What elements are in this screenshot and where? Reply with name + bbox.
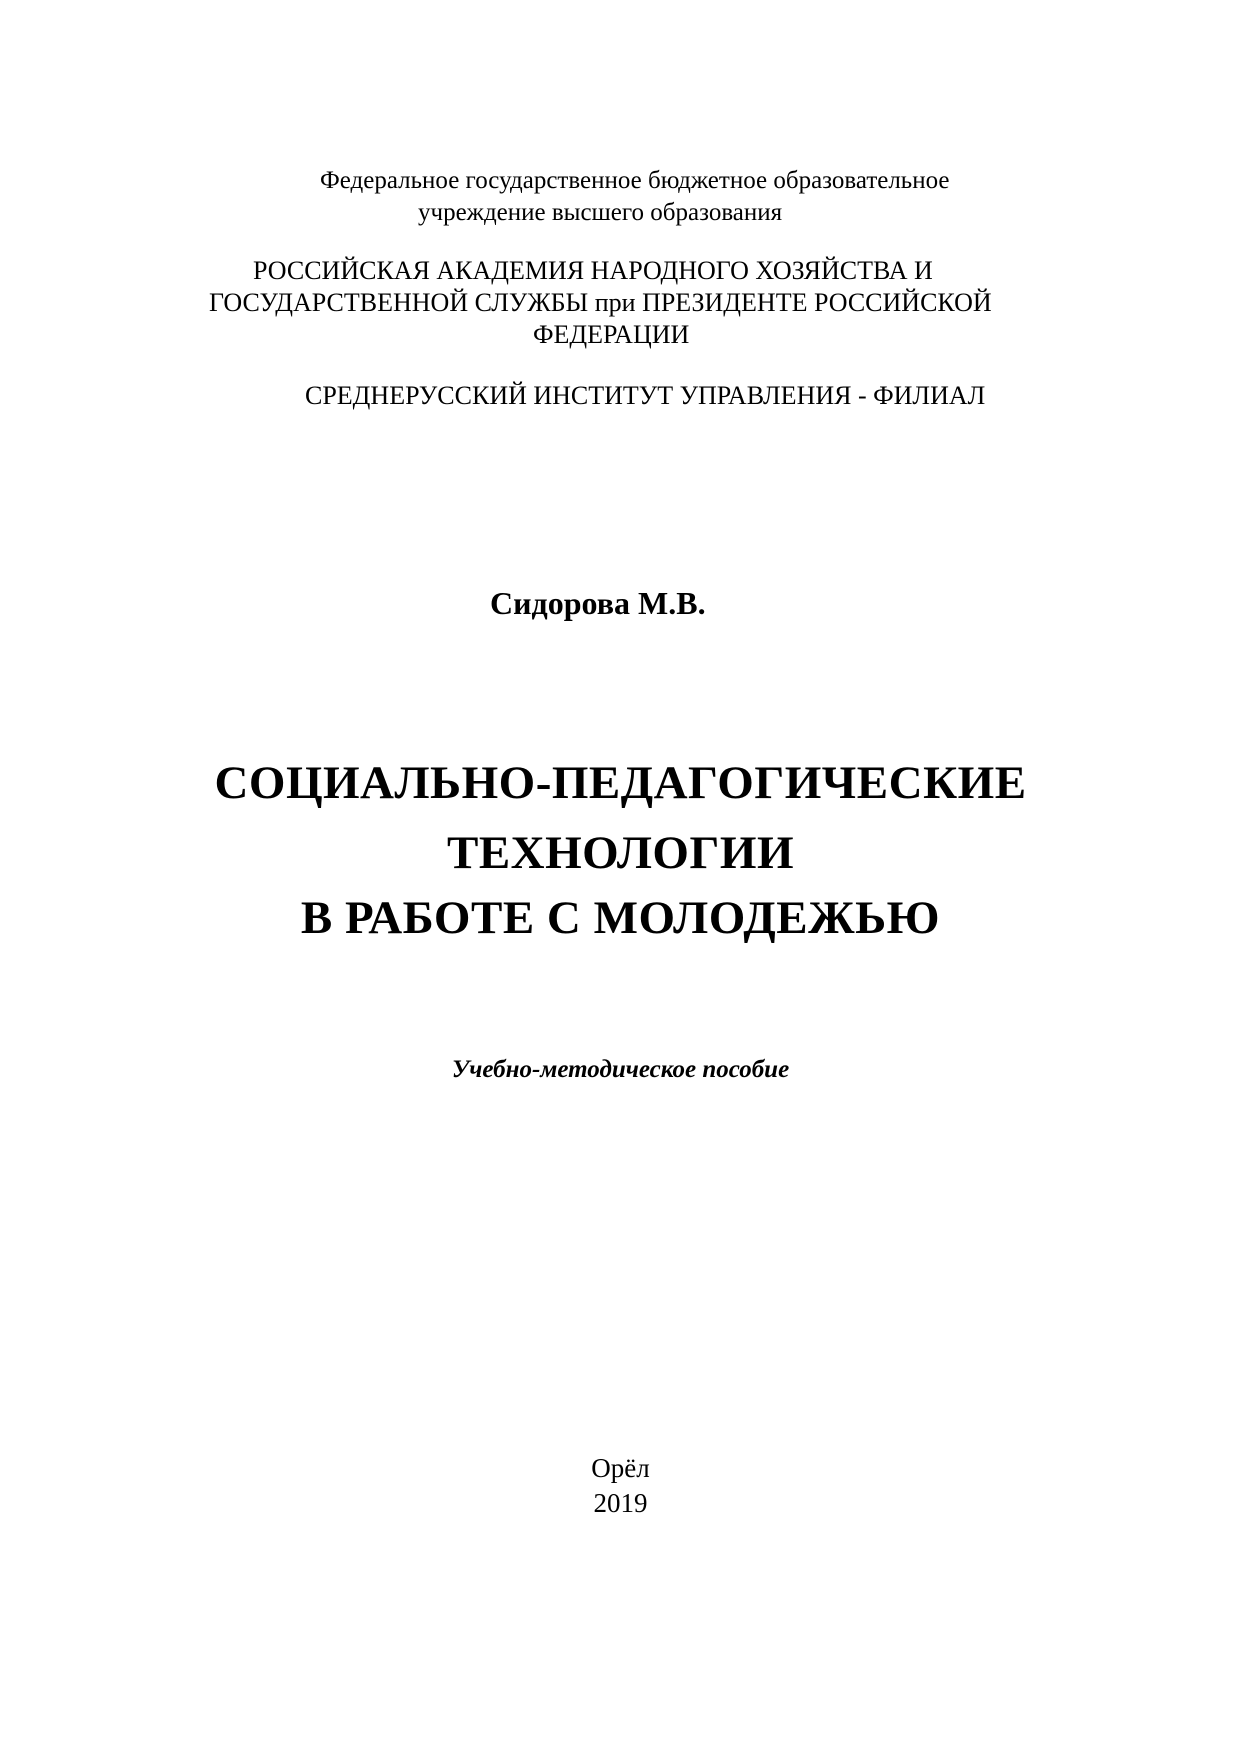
institute-name: СРЕДНЕРУССКИЙ ИНСТИТУТ УПРАВЛЕНИЯ - ФИЛИАЛ <box>305 381 986 410</box>
publication-year: 2019 <box>593 1488 648 1518</box>
org-line-2: учреждение высшего образования <box>418 199 783 226</box>
org-line-1: Федеральное государственное бюджетное образовательное <box>320 167 950 194</box>
academy-line-2: ГОСУДАРСТВЕННОЙ СЛУЖБЫ при ПРЕЗИДЕНТЕ РОССИЙСКОЙ <box>209 288 992 317</box>
academy-line-1: РОССИЙСКАЯ АКАДЕМИЯ НАРОДНОГО ХОЗЯЙСТВА И <box>253 256 933 285</box>
subtitle: Учебно-методическое пособие <box>451 1056 790 1083</box>
title-line-1: СОЦИАЛЬНО-ПЕДАГОГИЧЕСКИЕ <box>214 757 1027 809</box>
academy-line-3: ФЕДЕРАЦИИ <box>533 320 690 349</box>
title-line-2: ТЕХНОЛОГИИ <box>446 827 794 879</box>
publication-city: Орёл <box>591 1453 650 1483</box>
author-name: Сидорова М.В. <box>490 585 706 621</box>
title-line-3: В РАБОТЕ С МОЛОДЕЖЬЮ <box>300 892 941 944</box>
